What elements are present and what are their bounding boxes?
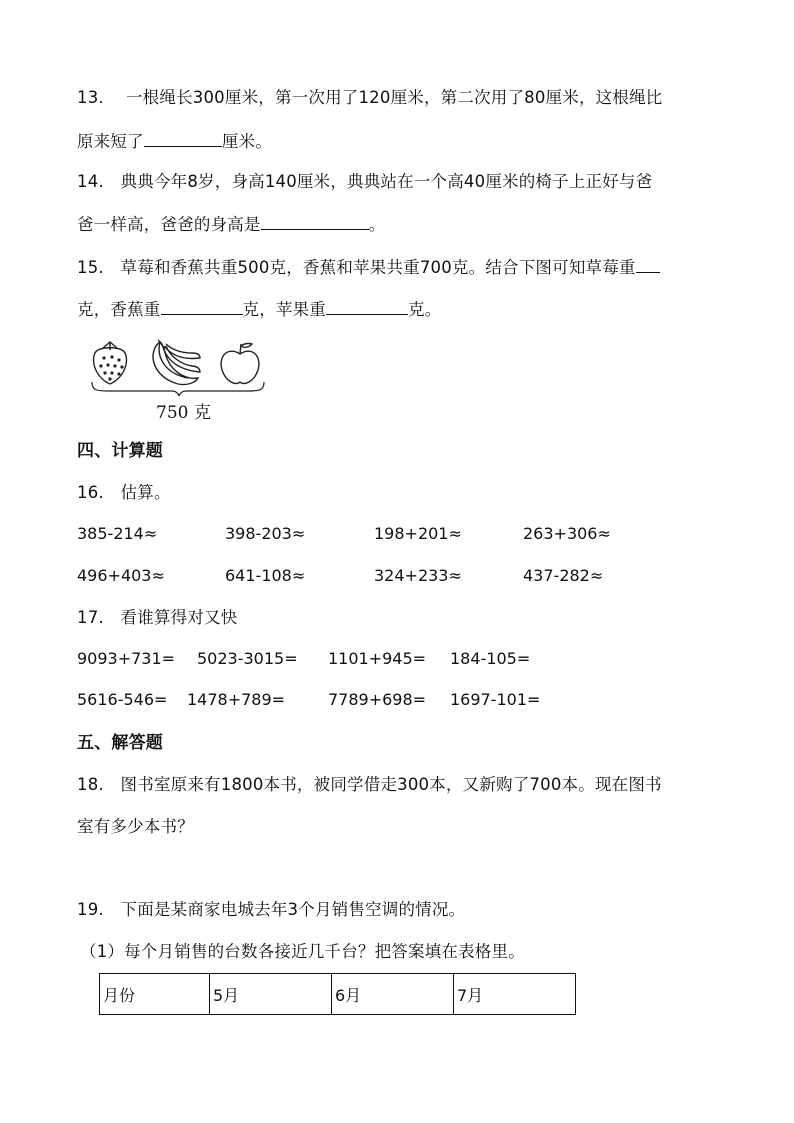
q16-item: 385-214≈ — [77, 524, 158, 543]
q16-title: 16. 估算。 — [77, 483, 171, 502]
q15-text-a: 克，香蕉重 — [77, 300, 161, 319]
q19-line1: 19. 下面是某商家电城去年3个月销售空调的情况。 — [77, 900, 466, 919]
table-row — [100, 974, 576, 1015]
q16-item: 641-108≈ — [225, 566, 306, 585]
q18-line1: 18. 图书室原来有1800本书，被同学借走300本，又新购了700本。现在图书 — [77, 775, 662, 794]
q15-line1 — [77, 254, 660, 280]
section-5-title: 五、解答题 — [77, 733, 163, 753]
q17-title: 17. 看谁算得对又快 — [77, 608, 238, 627]
strawberry-icon — [94, 342, 127, 384]
table-header-cell: 6月 — [332, 974, 454, 1015]
q17-item: 1478+789= — [187, 690, 286, 709]
q15-line2 — [77, 296, 441, 322]
months-table — [99, 973, 576, 1015]
q13-prefix: 原来短了 — [77, 132, 144, 151]
q18-line2: 室有多少本书？ — [77, 817, 194, 836]
table-header-cell: 7月 — [454, 974, 576, 1015]
q16-item: 263+306≈ — [523, 524, 611, 543]
q17-item: 7789+698= — [328, 690, 427, 709]
q19-sub1: （1）每个月销售的台数各接近几千台？把答案填在表格里。 — [80, 942, 525, 961]
figure-weight-label: 750 克 — [156, 403, 211, 423]
q15-line1-text: 15. 草莓和香蕉共重500克，香蕉和苹果共重700克。结合下图可知草莓重 — [77, 258, 636, 277]
banana-icon — [153, 340, 200, 385]
q16-item: 437-282≈ — [523, 566, 604, 585]
q17-item: 1101+945= — [328, 649, 427, 668]
q16-item: 398-203≈ — [225, 524, 306, 543]
q15-banana-blank[interactable] — [161, 296, 243, 315]
table-header-cell: 5月 — [210, 974, 332, 1015]
q13-suffix: 厘米。 — [221, 132, 272, 151]
q16-item: 198+201≈ — [374, 524, 462, 543]
q14-answer-blank[interactable] — [261, 211, 369, 230]
q13-answer-blank[interactable] — [144, 128, 222, 147]
q14-suffix: 。 — [368, 215, 386, 234]
q14-prefix: 爸一样高，爸爸的身高是 — [77, 215, 261, 234]
fruit-figure — [88, 336, 268, 426]
q15-apple-blank[interactable] — [326, 296, 408, 315]
q17-item: 9093+731= — [77, 649, 176, 668]
section-4-title: 四、计算题 — [77, 441, 163, 461]
q14-line2 — [77, 211, 385, 237]
q15-strawberry-blank[interactable] — [636, 254, 660, 273]
q16-item: 496+403≈ — [77, 566, 165, 585]
q14-line1: 14. 典典今年8岁，身高140厘米，典典站在一个高40厘米的椅子上正好与爸 — [77, 172, 653, 191]
q13-line1: 13. 一根绳长300厘米，第一次用了120厘米，第二次用了80厘米，这根绳比 — [77, 88, 663, 107]
q15-text-b: 克，苹果重 — [242, 300, 326, 319]
table-header-cell: 月份 — [100, 974, 210, 1015]
fruit-illustration — [88, 336, 268, 396]
q15-text-c: 克。 — [408, 300, 442, 319]
q17-item: 1697-101= — [450, 690, 541, 709]
q17-item: 5023-3015= — [197, 649, 298, 668]
apple-icon — [221, 344, 259, 384]
q16-item: 324+233≈ — [374, 566, 462, 585]
q17-item: 184-105= — [450, 649, 531, 668]
q17-item: 5616-546= — [77, 690, 168, 709]
q13-line2 — [77, 128, 272, 154]
